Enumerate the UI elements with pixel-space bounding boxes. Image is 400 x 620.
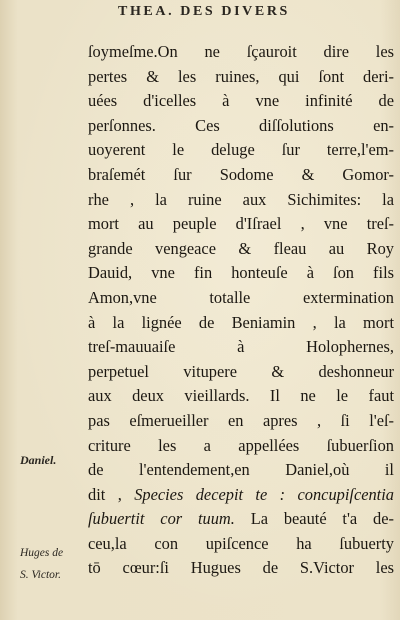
text-line: mort au peuple d'Iſrael , vne treſ- <box>88 214 394 234</box>
text-line: grande vengeace & fleau au Roy <box>88 238 394 258</box>
text-line: perpetuel vitupere & deshonneur <box>88 361 394 381</box>
margin-note-hugues-line2: S. Victor. <box>20 569 61 581</box>
text-line: aux deux vieillards. Il ne le faut <box>88 386 394 406</box>
quote-prefix: dit , <box>88 484 135 504</box>
text-line: ſoymeſme.On ne ſçauroit dire les <box>88 42 394 61</box>
text-line: rhe , la ruine aux Sichimites: la <box>88 189 394 209</box>
text-line-latin-quote <box>88 507 394 532</box>
text-line: perſonnes. Ces diſſolutions en- <box>88 115 394 135</box>
quote-suffix: La beauté t'a de- <box>234 509 394 529</box>
text-line: Amon,vne totalle extermination <box>88 287 394 307</box>
text-line: uées d'icelles à vne infinité de <box>88 91 394 111</box>
text-line: braſemét ſur Sodome & Gomor- <box>88 164 394 184</box>
latin-quote: Species decepit te : concupiſcentia <box>134 484 394 504</box>
text-line: à la lignée de Beniamin , la mort <box>88 312 394 332</box>
margin-note-hugues <box>20 542 63 586</box>
text-line: criture les a appellées ſubuerſion <box>88 435 394 455</box>
text-line: treſ-mauuaiſe à Holophernes, <box>88 337 394 357</box>
margin-note-daniel: Daniel. <box>20 453 57 467</box>
text-line: pas eſmerueiller en apres , ſi l'eſ- <box>88 410 394 430</box>
body-text <box>88 40 394 581</box>
text-line: pertes & les ruines, qui ſont deri- <box>88 66 394 86</box>
latin-quote: ſubuertit cor tuum. <box>88 509 235 529</box>
text-line-latin-quote <box>88 483 394 508</box>
text-line: Dauid, vne fin honteuſe à ſon fils <box>88 263 394 283</box>
text-line: de l'entendement,en Daniel,où il <box>88 460 394 480</box>
text-line: tō cœur:ſi Hugues de S.Victor les <box>88 558 394 578</box>
margin-note-hugues-line1: Huges de <box>20 547 64 559</box>
text-line: ceu,la con upiſcence ha ſubuerty <box>88 533 394 553</box>
running-head: THEA. DES DIVERS <box>118 4 290 19</box>
text-line: uoyerent le deluge ſur terre,l'em- <box>88 140 394 160</box>
